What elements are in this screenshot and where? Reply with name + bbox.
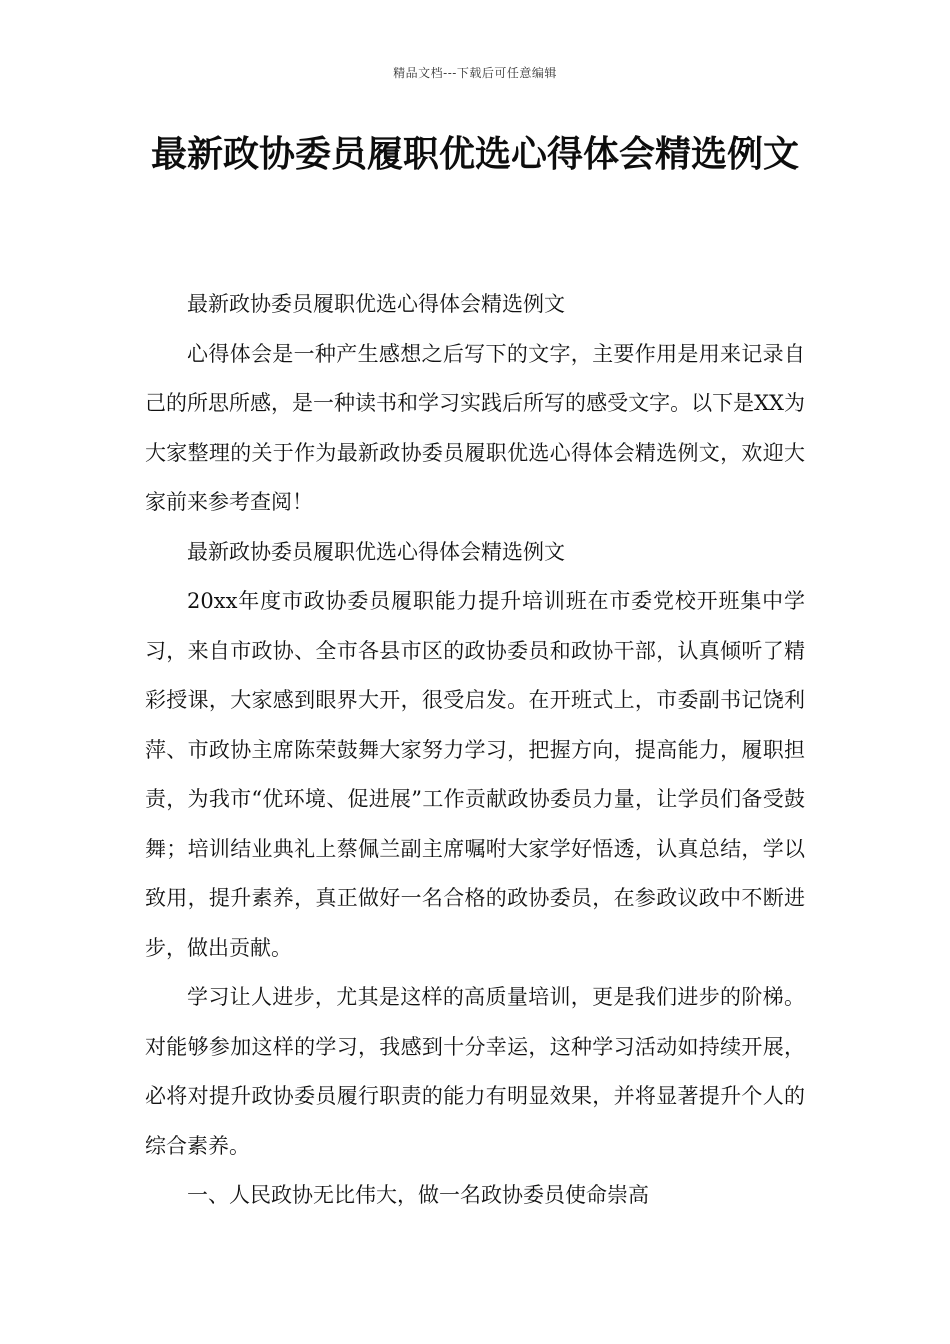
- paragraph-learning: 学习让人进步，尤其是这样的高质量培训，更是我们进步的阶梯。对能够参加这样的学习，我感到十分幸运，这种学习活动如持续开展，必将对提升政协委员履行职责的能力有明显效果，并将显著提升个人的综合素养。: [145, 985, 805, 1158]
- paragraph-intro: 心得体会是一种产生感想之后写下的文字，主要作用是用来记录自己的所思所感，是一种读书和学习实践后所写的感受文字。以下是XX为大家整理的关于作为最新政协委员履职优选心得体会精选例文，欢迎大家前来参考查阅！: [145, 341, 805, 514]
- paragraph-subtitle-repeat: 最新政协委员履职优选心得体会精选例文: [187, 539, 565, 564]
- paragraph-subtitle: 最新政协委员履职优选心得体会精选例文: [187, 292, 565, 316]
- section-heading-1: 一、人民政协无比伟大，做一名政协委员使命崇高: [187, 1183, 649, 1207]
- document-body: [145, 280, 805, 1221]
- document-title: 最新政协委员履职优选心得体会精选例文: [150, 133, 799, 175]
- paragraph-training: 20xx年度市政协委员履职能力提升培训班在市委党校开班集中学习，来自市政协、全市各县市区的政协委员和政协干部，认真倾听了精彩授课，大家感到眼界大开，很受启发。在开班式上，市委副书记饶利萍、市政协主席陈荣鼓舞大家努力学习，把握方向，提高能力，履职担责，为我市“优环境、促进展”工作贡献政协委员力量，让学员们备受鼓舞；培训结业典礼上蔡佩兰副主席嘱咐大家学好悟透，认真总结，学以致用，提升素养，真正做好一名合格的政协委员，在参政议政中不断进步，做出贡献。: [145, 589, 805, 960]
- header-note: 精品文档---下载后可任意编辑: [393, 66, 557, 80]
